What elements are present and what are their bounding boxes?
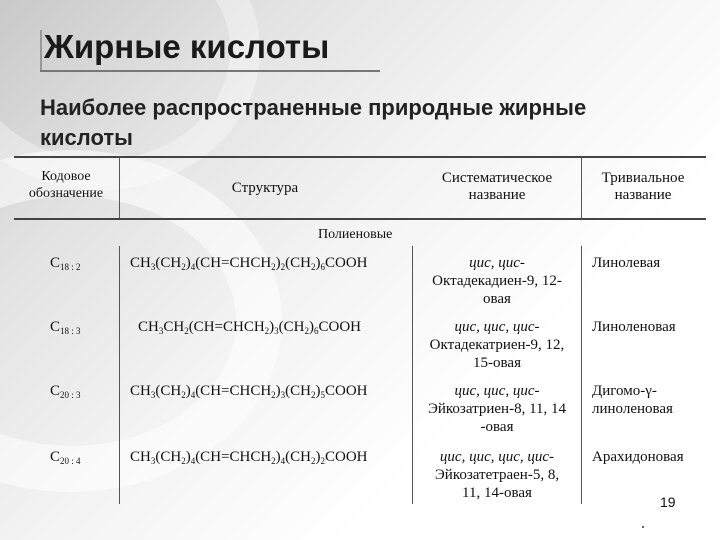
formula-text: ) xyxy=(315,383,321,399)
formula-subscript: 3 xyxy=(280,390,286,400)
formula-subscript: 4 xyxy=(280,456,286,466)
formula-text: CH xyxy=(138,319,159,335)
header-trivial-line-2: название xyxy=(614,187,672,203)
formula-subscript: 2 xyxy=(271,390,276,400)
row-structure xyxy=(130,254,368,276)
formula-text: ) xyxy=(185,449,191,465)
formula-subscript: 3 xyxy=(274,326,279,336)
formula-subscript: 3 xyxy=(150,390,156,400)
formula-subscript: 2 xyxy=(311,262,316,272)
row-trivial xyxy=(592,382,673,418)
formula-subscript: 2 xyxy=(320,456,325,466)
formula-subscript: 3 xyxy=(150,262,156,272)
code-letter: С xyxy=(50,319,61,335)
formula-text: ) xyxy=(315,255,321,271)
formula-subscript: 2 xyxy=(181,390,186,400)
formula-subscript: 4 xyxy=(190,456,196,466)
systematic-line-2: Октадекатриен-9, 12, xyxy=(429,337,565,353)
formula-text: CH xyxy=(130,383,151,399)
formula-text: (CH xyxy=(285,449,311,465)
title-underline xyxy=(40,70,380,72)
formula-text: COOH xyxy=(325,449,368,465)
slide-subtitle: Наиболее распространенные природные жирные кислоты xyxy=(40,95,587,150)
formula-text: (CH xyxy=(155,383,182,399)
formula-text: CH xyxy=(130,449,151,465)
systematic-prefix: цис, цис, цис- xyxy=(454,319,540,335)
systematic-prefix: цис, цис, цис- xyxy=(454,383,540,399)
systematic-line-3: 11, 14-овая xyxy=(462,485,532,501)
formula-text: COOH xyxy=(318,319,362,335)
code-subscript: 18 : 2 xyxy=(60,262,81,272)
page-number: 19 xyxy=(660,494,676,510)
table-vrule-body-1 xyxy=(119,246,120,504)
decorative-dot xyxy=(642,526,644,528)
row-structure xyxy=(130,382,368,404)
formula-subscript: 2 xyxy=(264,326,270,336)
header-structure: Структура xyxy=(231,180,299,196)
header-code-line-2: обозначение xyxy=(28,186,104,201)
header-systematic-line-2: название xyxy=(468,187,526,203)
formula-subscript: 6 xyxy=(314,326,319,336)
formula-text: (CH=CHCH xyxy=(195,383,272,399)
row-structure xyxy=(138,318,361,340)
header-systematic-line-1: Систематическое xyxy=(441,170,553,186)
formula-text: (CH xyxy=(285,255,311,271)
code-subscript: 20 : 4 xyxy=(60,456,81,466)
row-code xyxy=(50,254,81,276)
formula-text: ) xyxy=(275,255,281,271)
row-systematic xyxy=(412,382,582,436)
header-trivial xyxy=(583,170,703,204)
row-structure xyxy=(130,448,368,470)
systematic-prefix: цис, цис- xyxy=(469,255,525,271)
systematic-line-3: 15-овая xyxy=(473,355,521,371)
header-code xyxy=(14,168,118,202)
group-label-polyene: Полиеновые xyxy=(318,227,393,242)
code-subscript: 18 : 3 xyxy=(60,326,81,336)
formula-subscript: 2 xyxy=(311,456,316,466)
trivial-line-2: линоленовая xyxy=(592,401,673,417)
formula-subscript: 3 xyxy=(158,326,164,336)
formula-text: (CH xyxy=(155,255,182,271)
row-systematic xyxy=(412,318,582,372)
formula-text: (CH xyxy=(155,449,182,465)
systematic-line-2: Октадекадиен-9, 12- xyxy=(432,273,562,289)
formula-text: ) xyxy=(275,449,281,465)
formula-subscript: 2 xyxy=(181,456,186,466)
formula-text: (CH=CHCH xyxy=(195,255,272,271)
formula-subscript: 2 xyxy=(280,262,286,272)
table-vrule-header-3 xyxy=(581,157,582,218)
formula-subscript: 2 xyxy=(271,456,276,466)
title-vertical-rule xyxy=(40,30,42,72)
trivial-line-1: Дигомо-γ- xyxy=(592,383,657,399)
formula-text: (CH=CHCH xyxy=(188,319,265,335)
row-systematic xyxy=(412,254,582,308)
systematic-line-2: Эйкозатриен-8, 11, 14 xyxy=(427,401,567,417)
formula-text: ) xyxy=(309,319,314,335)
formula-text: CH xyxy=(163,319,185,335)
formula-text: ) xyxy=(275,383,281,399)
formula-subscript: 3 xyxy=(150,456,156,466)
formula-subscript: 2 xyxy=(184,326,189,336)
formula-text: ) xyxy=(269,319,275,335)
header-code-line-1: Кодовое xyxy=(41,169,91,184)
table-top-rule xyxy=(14,156,706,158)
formula-subscript: 2 xyxy=(271,262,276,272)
formula-text: (CH=CHCH xyxy=(195,449,272,465)
formula-subscript: 6 xyxy=(320,262,325,272)
code-subscript: 20 : 3 xyxy=(60,390,81,400)
formula-text: COOH xyxy=(325,383,368,399)
row-trivial: Линолевая xyxy=(592,255,661,271)
formula-text: (CH xyxy=(285,383,311,399)
header-trivial-line-1: Тривиальное xyxy=(601,170,685,186)
row-trivial: Арахидоновая xyxy=(592,449,684,465)
formula-text: CH xyxy=(130,255,151,271)
row-code xyxy=(50,448,81,470)
slide-title: Жирные кислоты xyxy=(44,28,330,65)
systematic-line-2: Эйкозатетраен-5, 8, xyxy=(434,467,560,483)
systematic-prefix: цис, цис, цис, цис- xyxy=(439,449,555,465)
formula-subscript: 2 xyxy=(311,390,316,400)
row-trivial: Линоленовая xyxy=(592,319,676,335)
formula-subscript: 4 xyxy=(190,390,196,400)
formula-text: COOH xyxy=(325,255,368,271)
formula-text: ) xyxy=(185,383,191,399)
formula-text: ) xyxy=(315,449,321,465)
row-code xyxy=(50,318,81,340)
formula-subscript: 2 xyxy=(181,262,186,272)
code-letter: С xyxy=(50,255,61,271)
row-code xyxy=(50,382,81,404)
table-header-rule xyxy=(14,218,706,220)
formula-subscript: 2 xyxy=(304,326,309,336)
formula-subscript: 4 xyxy=(190,262,196,272)
formula-text: (CH xyxy=(278,319,305,335)
header-systematic xyxy=(414,170,580,204)
row-systematic xyxy=(412,448,582,502)
code-letter: С xyxy=(50,383,61,399)
systematic-line-3: овая xyxy=(483,291,511,307)
systematic-line-3: -овая xyxy=(480,419,514,435)
formula-text: ) xyxy=(185,255,191,271)
code-letter: С xyxy=(50,449,61,465)
formula-subscript: 5 xyxy=(320,390,325,400)
